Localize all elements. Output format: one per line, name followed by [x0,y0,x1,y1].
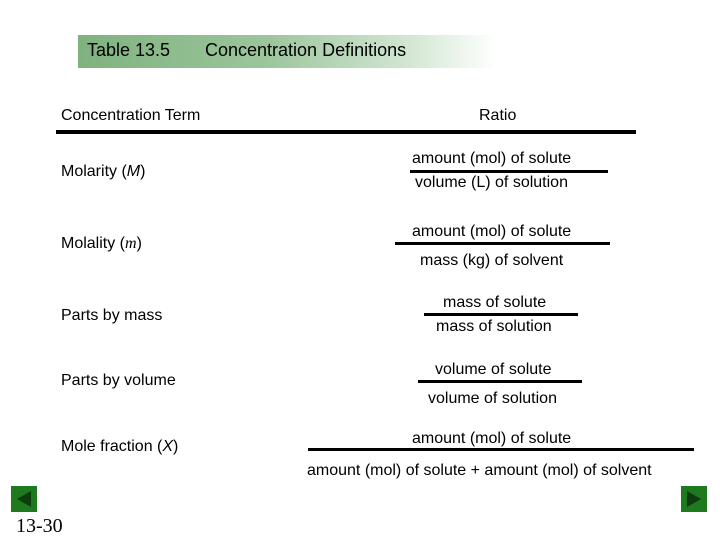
numerator-molality: amount (mol) of solute [412,223,572,240]
numerator-parts-by-volume: volume of solute [435,361,552,378]
term-parts-by-volume: Parts by volume [61,372,176,389]
header-term: Concentration Term [61,107,201,124]
term-molarity: Molarity (M) [61,163,146,180]
numerator-parts-by-mass: mass of solute [443,294,547,311]
header-ratio: Ratio [479,107,517,124]
fraction-bar-molality [395,242,610,245]
numerator-mole-fraction: amount (mol) of solute [412,430,572,447]
denominator-molality: mass (kg) of solvent [420,252,564,269]
numerator-molarity: amount (mol) of solute [412,150,572,167]
page-number: 13-30 [16,515,63,537]
denominator-parts-by-volume: volume of solution [428,390,557,407]
table-title: Concentration Definitions [205,40,407,60]
triangle-right-icon [681,486,707,512]
table-number: Table 13.5 [87,40,171,60]
triangle-left-icon [11,486,37,512]
term-parts-by-mass: Parts by mass [61,307,163,324]
next-slide-button[interactable] [681,486,707,512]
header-rule [56,130,636,134]
denominator-mole-fraction: amount (mol) of solute + amount (mol) of solvent [307,462,652,479]
term-molality: Molality (m) [61,235,142,252]
fraction-bar-molarity [410,170,608,173]
fraction-bar-parts-by-mass [424,313,578,316]
denominator-parts-by-mass: mass of solution [436,318,552,335]
fraction-bar-mole-fraction [308,448,694,451]
denominator-molarity: volume (L) of solution [415,174,568,191]
previous-slide-button[interactable] [11,486,37,512]
fraction-bar-parts-by-volume [418,380,582,383]
term-mole-fraction: Mole fraction (X) [61,438,179,455]
